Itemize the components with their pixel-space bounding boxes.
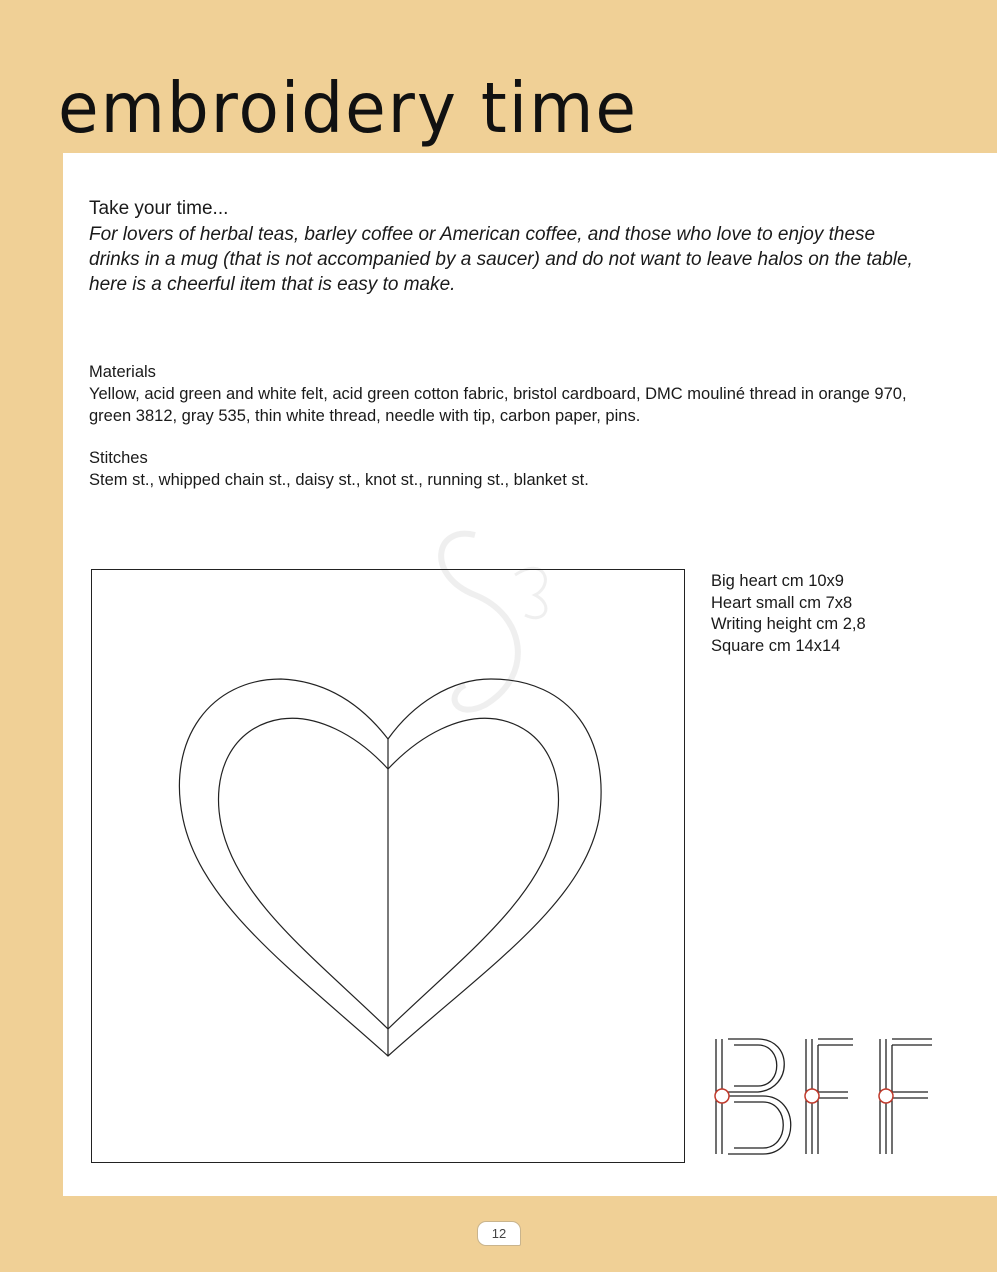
size-item: Big heart cm 10x9 (711, 572, 844, 590)
stitches-section (89, 447, 929, 491)
materials-section (89, 361, 929, 427)
size-item: Heart small cm 7x8 (711, 593, 853, 612)
heart-pattern (91, 569, 685, 1163)
size-item: Square cm 14x14 (711, 636, 841, 655)
page-number: 12 (477, 1221, 521, 1246)
stitch-dot (805, 1089, 819, 1103)
bff-lettering (708, 1034, 938, 1159)
stitches-text: Stem st., whipped chain st., daisy st., knot st., running st., blanket st. (89, 471, 589, 489)
size-item: Writing height cm 2,8 (711, 615, 866, 633)
size-list (711, 571, 866, 657)
intro-heading: Take your time... (89, 198, 229, 219)
materials-text: Yellow, acid green and white felt, acid green cotton fabric, bristol cardboard, DMC mouliné thread in orange 970, green 3812, gray 535, thin white thread, needle with tip, carbon paper, pins. (89, 385, 907, 425)
intro (89, 198, 929, 297)
intro-body: For lovers of herbal teas, barley coffee or American coffee, and those who love to enjoy these drinks in a mug (that is not accompanied by a saucer) and do not want to leave halos on the table, here is a cheerful item that is easy to make. (89, 224, 913, 295)
stitches-label: Stitches (89, 449, 148, 467)
page-title: embroidery time (58, 68, 638, 149)
big-heart-outline (179, 679, 601, 1056)
materials-label: Materials (89, 363, 156, 381)
stitch-dot (715, 1089, 729, 1103)
stitch-dot (879, 1089, 893, 1103)
